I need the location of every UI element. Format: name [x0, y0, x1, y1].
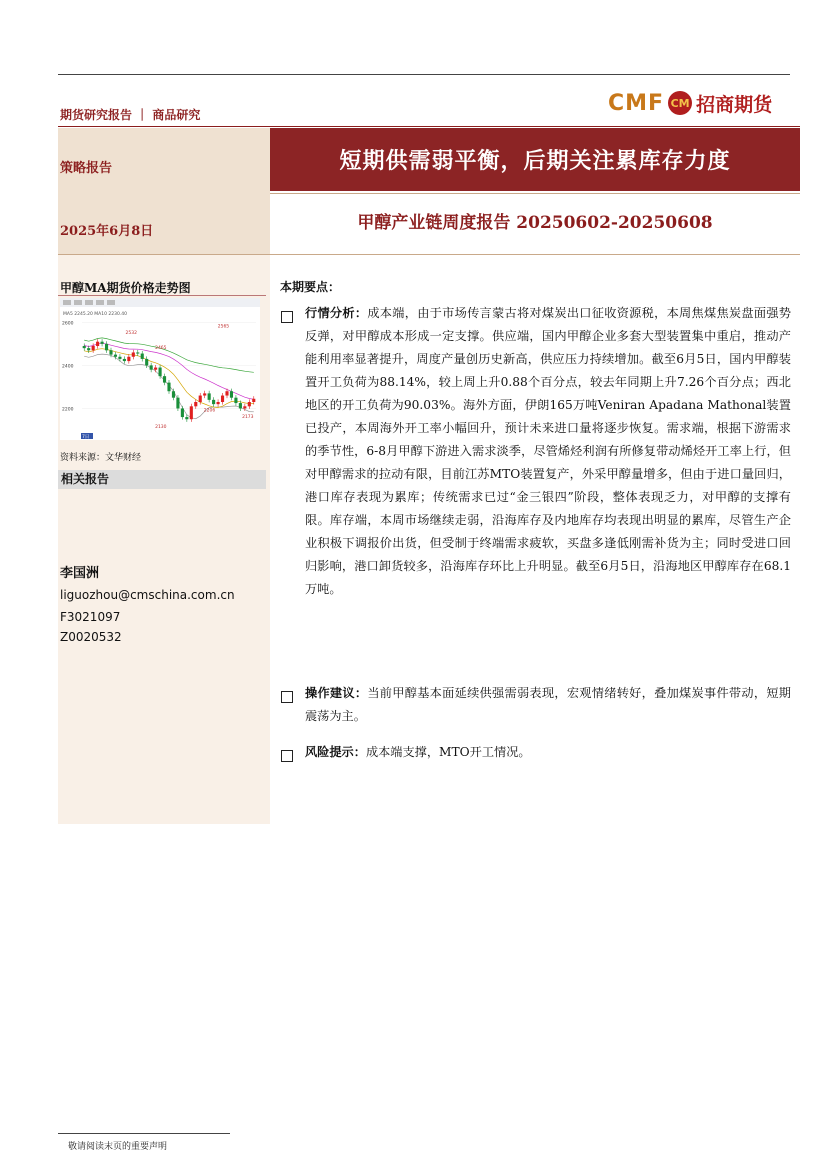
candle-body [203, 393, 206, 395]
point-operation-advice [305, 682, 791, 728]
bullet-square-icon [281, 691, 293, 703]
logo-mark-icon: CM [668, 91, 692, 115]
candle-body [234, 398, 237, 403]
point-label: 行情分析： [305, 306, 368, 320]
point-risk-warning [305, 741, 791, 764]
footer-rule [58, 1133, 230, 1134]
x-axis-label: 7日 [82, 435, 90, 440]
report-title: 短期供需弱平衡，后期关注累库存力度 [339, 148, 731, 174]
analyst-name: 李国洲 [60, 566, 100, 581]
candle-body [181, 408, 184, 417]
header-rule [58, 126, 800, 127]
y-tick-label: 2200 [62, 407, 74, 413]
candle-body [114, 355, 117, 357]
candle-body [83, 346, 86, 348]
chart-header-text: MA5 2245.20 MA10 2230.40 [63, 312, 128, 317]
candle-body [239, 403, 242, 408]
report-category: 期货研究报告 ｜ 商品研究 [60, 108, 201, 122]
chart-source: 资料来源：文华财经 [60, 453, 142, 463]
candle-body [252, 399, 255, 402]
price-annotation: 2465 [155, 346, 167, 352]
point-label: 操作建议： [305, 686, 368, 700]
license-number-1: F3021097 [60, 610, 121, 624]
candle-body [154, 368, 157, 370]
key-points-title: 本期要点： [280, 280, 341, 294]
point-label: 风险提示： [305, 745, 366, 759]
candle-body [208, 393, 211, 399]
toolbar-icon [63, 300, 71, 305]
report-tag: 策略报告 [60, 161, 113, 176]
candle-body [225, 391, 228, 395]
price-annotation: 2173 [242, 415, 254, 421]
candle-body [217, 402, 220, 404]
price-annotation: 2130 [155, 424, 167, 430]
price-chart-svg [60, 298, 260, 440]
chart-title-rule [58, 295, 266, 296]
candle-body [105, 344, 108, 350]
candle-body [132, 352, 135, 356]
bullet-square-icon [281, 311, 293, 323]
chart-title: 甲醇MA期货价格走势图 [60, 281, 191, 295]
toolbar-icon [107, 300, 115, 305]
candle-body [127, 357, 130, 361]
candle-body [221, 396, 224, 402]
point-market-analysis [305, 302, 791, 601]
point-text: 成本端，由于市场传言蒙古将对煤炭出口征收资源税，本周焦煤焦炭盘面强势反弹，对甲醇成本形成一定支撑。供应端，国内甲醇企业多套大型装置集中重启，推动产能利用率显著提升，周度产量创历史新高，供应压力持续增加。截至6月5日，国内甲醇装置开工负荷为88.14%，较上周上升0.88个百分点，较去年同期上升7.26个百分点；西北地区的开工负荷为90.03%。海外方面，伊朗165万吨Veniran Apadana Mathonal装置已投产，本周海外开工率小幅回升，预计未来进口量将逐步恢复。需求端，根据下游需求的季节性，6-8月甲醇下游进入需求淡季，尽管烯烃利润有所修复带动烯烃开工率上行，但对甲醇需求的拉动有限，目前江苏MTO装置复产，外采甲醇量增多，但由于进口量回归，港口库存表现为累库；传统需求已过“金三银四”阶段，整体表现乏力，对甲醇的支撑有限。库存端，本周市场继续走弱，沿海库存及内地库存均表现出明显的累库，尽管生产企业积极下调报价出货，但受制于终端需求疲软，买盘多逢低刚需补货为主；同时受进口回归影响，港口卸货较多，沿海库存环比上升明显。截至6月5日，沿海地区甲醇库存在68.1万吨。 [305, 306, 791, 596]
candle-body [136, 352, 139, 353]
logo-latin: CMF [608, 90, 665, 116]
report-subtitle: 甲醇产业链周度报告 20250602-20250608 [357, 213, 713, 233]
point-text: 当前甲醇基本面延续供强需弱表现，宏观情绪转好，叠加煤炭事件带动，短期震荡为主。 [305, 686, 791, 723]
point-text: 成本端支撑，MTO开工情况。 [365, 745, 531, 759]
candle-body [109, 350, 112, 354]
candle-body [199, 396, 202, 402]
candle-body [87, 348, 90, 350]
candle-body [212, 400, 215, 404]
license-number-2: Z0020532 [60, 630, 122, 644]
candle-body [159, 368, 162, 377]
candle-body [92, 346, 95, 350]
candle-body [141, 354, 144, 359]
candle-body [96, 342, 99, 346]
candle-body [118, 357, 121, 359]
candle-body [163, 376, 166, 382]
candle-body [172, 391, 175, 397]
candle-body [150, 365, 153, 369]
toolbar-icon [85, 300, 93, 305]
company-logo [608, 88, 798, 118]
section-divider [58, 254, 800, 255]
toolbar-icon [96, 300, 104, 305]
bullet-square-icon [281, 750, 293, 762]
y-tick-label: 2600 [62, 321, 74, 327]
report-date: 2025年6月8日 [60, 224, 154, 239]
top-rule [58, 74, 790, 75]
analyst-email[interactable]: liguozhou@cmschina.com.cn [60, 588, 235, 602]
candle-body [145, 359, 148, 365]
candle-body [190, 406, 193, 419]
candle-body [243, 406, 246, 408]
y-tick-label: 2400 [62, 364, 74, 370]
candle-body [123, 359, 126, 361]
candle-body [101, 342, 104, 344]
logo-chinese: 招商期货 [696, 93, 773, 116]
candle-body [248, 402, 251, 406]
ma-line-ma10 [84, 349, 254, 408]
price-annotation: 2532 [125, 331, 137, 337]
price-chart [60, 298, 260, 440]
toolbar-icon [74, 300, 82, 305]
price-annotation: 2206 [203, 408, 216, 414]
candle-body [230, 391, 233, 397]
candle-body [176, 398, 179, 409]
candle-body [185, 417, 188, 419]
candle-body [167, 383, 170, 392]
candle-body [194, 402, 197, 406]
title-divider [270, 193, 800, 194]
price-annotation: 2565 [217, 324, 230, 330]
related-reports-heading: 相关报告 [58, 470, 266, 489]
footer-disclaimer: 敬请阅读末页的重要声明 [68, 1142, 168, 1152]
